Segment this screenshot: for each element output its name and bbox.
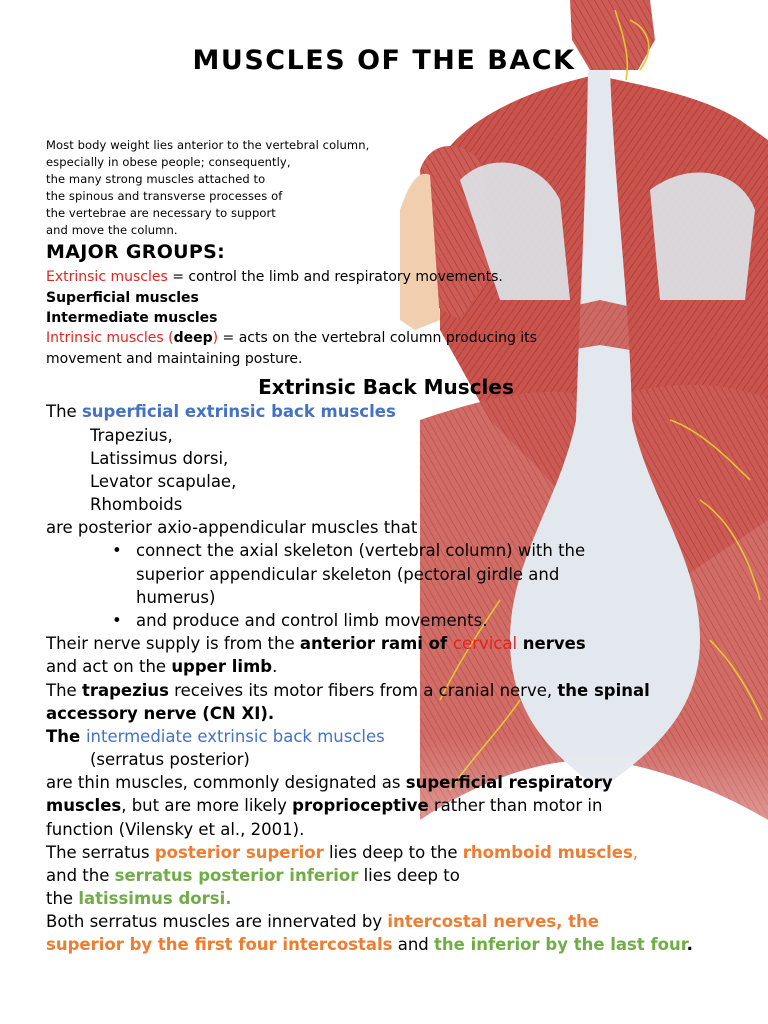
superficial-extrinsic-term: superficial extrinsic back muscles: [81, 402, 396, 421]
intrinsic-muscles-term: Intrinsic muscles: [46, 330, 164, 346]
latissimus-dorsi-term: latissimus dorsi.: [78, 889, 232, 908]
text: rather than motor in: [428, 796, 603, 815]
page-title: MUSCLES OF THE BACK: [192, 45, 576, 76]
rhomboid-muscles-term: rhomboid muscles: [462, 843, 633, 862]
trapezius-line: [46, 683, 650, 700]
serratus-posterior-inferior-line: [46, 868, 460, 885]
muscle-list-item: Rhomboids: [90, 495, 183, 514]
bullet-icon: •: [112, 611, 122, 630]
intermediate-extrinsic-line: [46, 729, 385, 746]
intro-line: the vertebrae are necessary to support: [46, 206, 276, 220]
nerve-supply-line: [46, 636, 586, 653]
text-the: The: [46, 402, 82, 421]
intercostal-nerves-term: intercostal nerves, the: [387, 912, 599, 931]
bullet-text: superior appendicular skeleton (pectoral girdle and: [136, 565, 560, 584]
inferior-last-four-term: the inferior by the last four: [434, 935, 687, 954]
accessory-nerve-line: accessory nerve (CN XI).: [46, 704, 275, 723]
bullet-text: and produce and control limb movements.: [136, 611, 488, 630]
muscles-term: muscles: [46, 796, 122, 815]
text: The: [46, 681, 82, 700]
intermediate-extrinsic-term: intermediate extrinsic back muscles: [85, 727, 385, 746]
intro-line: the many strong muscles attached to: [46, 172, 266, 186]
text: and the: [46, 866, 115, 885]
upper-limb-term: upper limb: [171, 657, 273, 676]
paren-open: (: [163, 330, 174, 346]
text: The: [46, 727, 86, 746]
text: lies deep to the: [323, 843, 463, 862]
upper-limb-line: [46, 659, 277, 676]
thin-muscles-line: [46, 775, 613, 792]
text: lies deep to: [358, 866, 460, 885]
muscle-list-item: Trapezius,: [90, 426, 173, 445]
text: ,: [632, 843, 639, 862]
bullet-icon: •: [112, 541, 122, 560]
text: are thin muscles, commonly designated as: [46, 773, 406, 792]
posterior-superior-term: posterior superior: [154, 843, 324, 862]
text: .: [686, 935, 693, 954]
serratus-posterior-inferior-term: serratus posterior inferior: [114, 866, 359, 885]
muscle-list-item: Latissimus dorsi,: [90, 449, 229, 468]
innervation-line: [46, 914, 599, 931]
spinal-term: the spinal: [557, 681, 650, 700]
text: receives its motor fibers from a cranial nerve,: [168, 681, 558, 700]
function-citation-line: function (Vilensky et al., 2001).: [46, 820, 305, 839]
major-groups-heading: MAJOR GROUPS:: [46, 241, 225, 263]
bullet-text: connect the axial skeleton (vertebral column) with the: [136, 541, 586, 560]
text: the: [46, 889, 79, 908]
muscle-list-item: Levator scapulae,: [90, 472, 237, 491]
extrinsic-muscles-line: [46, 270, 503, 284]
intermediate-muscles-label: Intermediate muscles: [46, 310, 218, 326]
extrinsic-muscles-definition: = control the limb and respiratory movements.: [167, 269, 503, 285]
anterior-rami-term: anterior rami of: [299, 634, 453, 653]
superior-first-four-term: superior by the first four intercostals: [46, 935, 393, 954]
innervation-detail-line: [46, 937, 693, 954]
intrinsic-muscles-line: [46, 331, 537, 345]
serratus-posterior-paren: (serratus posterior): [90, 750, 250, 769]
superficial-muscles-label: Superficial muscles: [46, 290, 199, 306]
intrinsic-muscles-definition-cont: movement and maintaining posture.: [46, 351, 303, 367]
axio-appendicular-line: are posterior axio-appendicular muscles that: [46, 518, 418, 537]
paren-close: ): [212, 330, 219, 346]
superficial-respiratory-term: superficial respiratory: [405, 773, 613, 792]
cervical-term: cervical: [452, 634, 518, 653]
intro-line: especially in obese people; consequently,: [46, 155, 291, 169]
latissimus-dorsi-line: [46, 891, 232, 908]
text: , but are more likely: [121, 796, 293, 815]
intro-line: and move the column.: [46, 223, 178, 237]
intrinsic-muscles-definition: = acts on the vertebral column producing its: [218, 330, 537, 346]
extrinsic-muscles-term: Extrinsic muscles: [46, 269, 168, 285]
serratus-posterior-superior-line: [46, 845, 638, 862]
intro-line: the spinous and transverse processes of: [46, 189, 283, 203]
extrinsic-back-muscles-heading: Extrinsic Back Muscles: [258, 375, 514, 399]
superficial-extrinsic-line: [46, 404, 396, 421]
proprioceptive-term: proprioceptive: [292, 796, 429, 815]
text: and: [392, 935, 435, 954]
text: The serratus: [46, 843, 155, 862]
text: Their nerve supply is from the: [46, 634, 300, 653]
text: and act on the: [46, 657, 172, 676]
proprioceptive-line: [46, 798, 602, 815]
deep-label: deep: [173, 330, 213, 346]
intro-line: Most body weight lies anterior to the vertebral column,: [46, 138, 370, 152]
text: Both serratus muscles are innervated by: [46, 912, 388, 931]
text: .: [272, 657, 278, 676]
trapezius-term: trapezius: [81, 681, 169, 700]
nerves-term: nerves: [517, 634, 586, 653]
bullet-text: humerus): [136, 588, 216, 607]
